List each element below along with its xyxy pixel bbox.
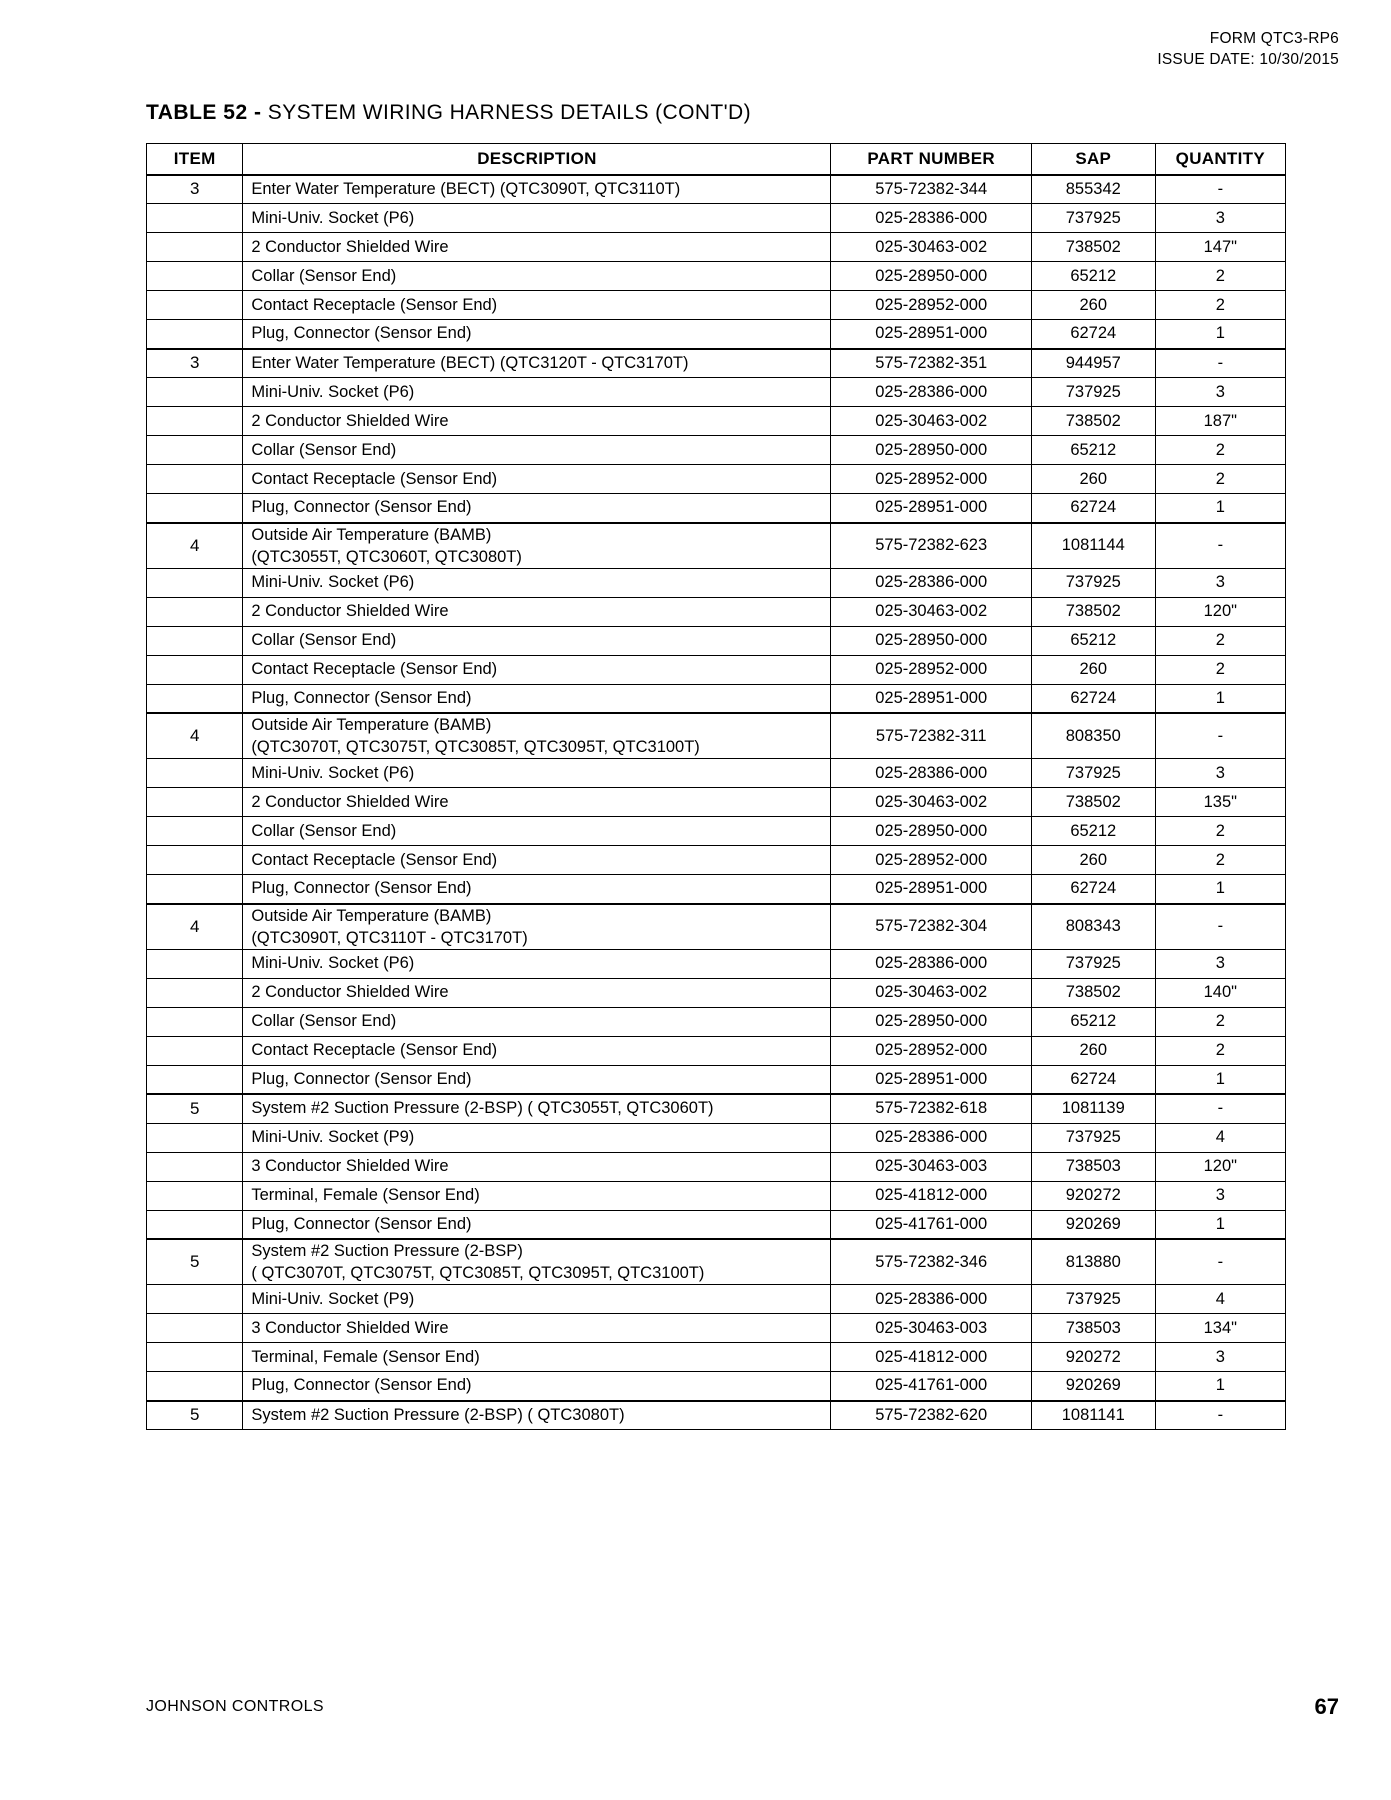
description-line-2: ( QTC3070T, QTC3075T, QTC3085T, QTC3095T, QTC3100T) <box>251 1264 705 1282</box>
cell-quantity: 187" <box>1155 407 1285 436</box>
cell-sap: 1081141 <box>1031 1401 1155 1430</box>
cell-description: Plug, Connector (Sensor End) <box>243 875 831 904</box>
cell-quantity: 2 <box>1155 436 1285 465</box>
cell-quantity: - <box>1155 1401 1285 1430</box>
cell-description: Mini-Univ. Socket (P6) <box>243 204 831 233</box>
cell-quantity: 2 <box>1155 846 1285 875</box>
cell-sap: 855342 <box>1031 175 1155 204</box>
table-row <box>147 597 1286 626</box>
cell-quantity: 2 <box>1155 291 1285 320</box>
table-row <box>147 1007 1286 1036</box>
cell-item <box>147 291 243 320</box>
cell-description: 3 Conductor Shielded Wire <box>243 1152 831 1181</box>
cell-item: 5 <box>147 1401 243 1430</box>
cell-description: 2 Conductor Shielded Wire <box>243 597 831 626</box>
cell-description: Contact Receptacle (Sensor End) <box>243 655 831 684</box>
cell-item <box>147 1123 243 1152</box>
cell-quantity: 3 <box>1155 378 1285 407</box>
cell-part-number: 025-28952-000 <box>831 291 1031 320</box>
cell-sap: 738502 <box>1031 407 1155 436</box>
cell-quantity: 1 <box>1155 1372 1285 1401</box>
issue-date: ISSUE DATE: 10/30/2015 <box>1157 51 1339 68</box>
cell-item <box>147 788 243 817</box>
cell-part-number: 025-28386-000 <box>831 378 1031 407</box>
cell-item: 4 <box>147 523 243 569</box>
column-header-description: DESCRIPTION <box>243 144 831 175</box>
cell-item <box>147 233 243 262</box>
cell-item <box>147 204 243 233</box>
cell-sap: 737925 <box>1031 759 1155 788</box>
cell-item <box>147 759 243 788</box>
cell-part-number: 025-30463-002 <box>831 407 1031 436</box>
cell-part-number: 025-28386-000 <box>831 204 1031 233</box>
cell-quantity: 1 <box>1155 320 1285 349</box>
cell-item <box>147 1065 243 1094</box>
table-row <box>147 1094 1286 1123</box>
cell-part-number: 025-30463-003 <box>831 1314 1031 1343</box>
cell-sap: 65212 <box>1031 262 1155 291</box>
cell-description: Plug, Connector (Sensor End) <box>243 494 831 523</box>
cell-item <box>147 378 243 407</box>
cell-sap: 737925 <box>1031 1123 1155 1152</box>
cell-part-number: 025-28951-000 <box>831 1065 1031 1094</box>
cell-item: 3 <box>147 349 243 378</box>
cell-sap: 62724 <box>1031 320 1155 349</box>
cell-description: 2 Conductor Shielded Wire <box>243 233 831 262</box>
description-line-2: (QTC3055T, QTC3060T, QTC3080T) <box>251 547 522 566</box>
cell-description: Mini-Univ. Socket (P9) <box>243 1123 831 1152</box>
cell-description: Plug, Connector (Sensor End) <box>243 1372 831 1401</box>
table-header-row <box>147 144 1286 175</box>
cell-item <box>147 875 243 904</box>
cell-part-number: 575-72382-623 <box>831 523 1031 569</box>
cell-description: Plug, Connector (Sensor End) <box>243 1065 831 1094</box>
cell-description: Mini-Univ. Socket (P6) <box>243 949 831 978</box>
cell-sap: 260 <box>1031 1036 1155 1065</box>
cell-quantity: 3 <box>1155 204 1285 233</box>
cell-part-number: 025-28952-000 <box>831 1036 1031 1065</box>
table-header <box>147 144 1286 175</box>
cell-part-number: 025-30463-002 <box>831 597 1031 626</box>
cell-sap: 1081139 <box>1031 1094 1155 1123</box>
cell-part-number: 025-30463-003 <box>831 1152 1031 1181</box>
cell-item <box>147 655 243 684</box>
cell-description: Contact Receptacle (Sensor End) <box>243 465 831 494</box>
cell-part-number: 575-72382-618 <box>831 1094 1031 1123</box>
table-row <box>147 1314 1286 1343</box>
cell-sap: 737925 <box>1031 1285 1155 1314</box>
cell-quantity: 2 <box>1155 817 1285 846</box>
cell-quantity: - <box>1155 175 1285 204</box>
cell-quantity: - <box>1155 904 1285 950</box>
cell-part-number: 575-72382-620 <box>831 1401 1031 1430</box>
cell-quantity: 1 <box>1155 1210 1285 1239</box>
cell-part-number: 025-30463-002 <box>831 978 1031 1007</box>
description-line-1: Outside Air Temperature (BAMB) <box>251 716 492 734</box>
table-row <box>147 875 1286 904</box>
cell-sap: 738502 <box>1031 597 1155 626</box>
cell-quantity: 1 <box>1155 684 1285 713</box>
cell-quantity: 4 <box>1155 1123 1285 1152</box>
cell-sap: 944957 <box>1031 349 1155 378</box>
cell-part-number: 025-28386-000 <box>831 1285 1031 1314</box>
cell-item <box>147 1210 243 1239</box>
cell-part-number: 025-28950-000 <box>831 436 1031 465</box>
cell-quantity: 120" <box>1155 597 1285 626</box>
cell-quantity: - <box>1155 713 1285 759</box>
cell-sap: 65212 <box>1031 817 1155 846</box>
cell-item <box>147 684 243 713</box>
table-row <box>147 759 1286 788</box>
table-row <box>147 684 1286 713</box>
cell-sap: 62724 <box>1031 494 1155 523</box>
table-row <box>147 436 1286 465</box>
table-row <box>147 523 1286 569</box>
cell-description: Mini-Univ. Socket (P9) <box>243 1285 831 1314</box>
table-row <box>147 1210 1286 1239</box>
cell-part-number: 025-28951-000 <box>831 875 1031 904</box>
cell-sap: 65212 <box>1031 626 1155 655</box>
cell-item <box>147 1372 243 1401</box>
description-line-2: (QTC3070T, QTC3075T, QTC3085T, QTC3095T, QTC3100T) <box>251 738 700 756</box>
table-row <box>147 1285 1286 1314</box>
cell-description: Mini-Univ. Socket (P6) <box>243 378 831 407</box>
cell-part-number: 025-30463-002 <box>831 233 1031 262</box>
cell-sap: 737925 <box>1031 949 1155 978</box>
cell-description: System #2 Suction Pressure (2-BSP) ( QTC3055T, QTC3060T) <box>243 1094 831 1123</box>
table-row <box>147 904 1286 950</box>
cell-sap: 738503 <box>1031 1314 1155 1343</box>
table-row <box>147 713 1286 759</box>
cell-description <box>243 904 831 950</box>
cell-part-number: 025-28386-000 <box>831 1123 1031 1152</box>
table-row <box>147 378 1286 407</box>
cell-quantity: 140" <box>1155 978 1285 1007</box>
column-header-part-number: PART NUMBER <box>831 144 1031 175</box>
table-number-label: TABLE 52 - <box>146 101 268 124</box>
cell-item <box>147 465 243 494</box>
table-row <box>147 655 1286 684</box>
cell-quantity: 4 <box>1155 1285 1285 1314</box>
cell-item: 5 <box>147 1239 243 1285</box>
table-row <box>147 349 1286 378</box>
table-row <box>147 407 1286 436</box>
cell-sap: 813880 <box>1031 1239 1155 1285</box>
cell-sap: 920272 <box>1031 1343 1155 1372</box>
cell-description: Plug, Connector (Sensor End) <box>243 320 831 349</box>
cell-item <box>147 494 243 523</box>
cell-description: Plug, Connector (Sensor End) <box>243 1210 831 1239</box>
form-number: FORM QTC3-RP6 <box>1209 30 1339 47</box>
cell-sap: 1081144 <box>1031 523 1155 569</box>
cell-part-number: 025-41761-000 <box>831 1210 1031 1239</box>
cell-sap: 920269 <box>1031 1210 1155 1239</box>
cell-quantity: 134" <box>1155 1314 1285 1343</box>
cell-quantity: 2 <box>1155 626 1285 655</box>
cell-description <box>243 1239 831 1285</box>
cell-sap: 808350 <box>1031 713 1155 759</box>
cell-description <box>243 713 831 759</box>
table-row <box>147 568 1286 597</box>
table-row <box>147 1036 1286 1065</box>
cell-item <box>147 1181 243 1210</box>
table-body <box>147 175 1286 1430</box>
cell-quantity: - <box>1155 1239 1285 1285</box>
table-row <box>147 1065 1286 1094</box>
table-row <box>147 978 1286 1007</box>
table-row <box>147 1152 1286 1181</box>
cell-sap: 62724 <box>1031 1065 1155 1094</box>
cell-item: 4 <box>147 713 243 759</box>
cell-item <box>147 978 243 1007</box>
cell-sap: 65212 <box>1031 436 1155 465</box>
cell-sap: 260 <box>1031 655 1155 684</box>
document-header <box>1157 28 1339 70</box>
table-row <box>147 846 1286 875</box>
cell-quantity: 147" <box>1155 233 1285 262</box>
cell-quantity: 2 <box>1155 655 1285 684</box>
description-line-1: System #2 Suction Pressure (2-BSP) <box>251 1242 523 1260</box>
cell-part-number: 025-41812-000 <box>831 1181 1031 1210</box>
cell-description: Plug, Connector (Sensor End) <box>243 684 831 713</box>
cell-item <box>147 262 243 291</box>
cell-quantity: 2 <box>1155 262 1285 291</box>
cell-item <box>147 320 243 349</box>
column-header-sap: SAP <box>1031 144 1155 175</box>
description-line-2: (QTC3090T, QTC3110T - QTC3170T) <box>251 928 528 947</box>
table-row <box>147 1401 1286 1430</box>
cell-sap: 920272 <box>1031 1181 1155 1210</box>
cell-description: Mini-Univ. Socket (P6) <box>243 568 831 597</box>
cell-description: Collar (Sensor End) <box>243 436 831 465</box>
cell-part-number: 025-28386-000 <box>831 568 1031 597</box>
cell-item: 4 <box>147 904 243 950</box>
cell-quantity: 135" <box>1155 788 1285 817</box>
cell-quantity: 2 <box>1155 1007 1285 1036</box>
cell-part-number: 025-28952-000 <box>831 846 1031 875</box>
cell-sap: 260 <box>1031 291 1155 320</box>
cell-quantity: 3 <box>1155 759 1285 788</box>
cell-item <box>147 1343 243 1372</box>
cell-sap: 808343 <box>1031 904 1155 950</box>
cell-sap: 737925 <box>1031 204 1155 233</box>
cell-quantity: 3 <box>1155 949 1285 978</box>
cell-sap: 738502 <box>1031 788 1155 817</box>
table-row <box>147 626 1286 655</box>
table-row <box>147 175 1286 204</box>
cell-item <box>147 1036 243 1065</box>
column-header-quantity: QUANTITY <box>1155 144 1285 175</box>
table-row <box>147 817 1286 846</box>
cell-description: Contact Receptacle (Sensor End) <box>243 291 831 320</box>
cell-item <box>147 1152 243 1181</box>
cell-description: 2 Conductor Shielded Wire <box>243 407 831 436</box>
cell-description <box>243 523 831 569</box>
cell-quantity: 3 <box>1155 1343 1285 1372</box>
table-row <box>147 1239 1286 1285</box>
table-row <box>147 291 1286 320</box>
cell-item: 5 <box>147 1094 243 1123</box>
cell-item <box>147 597 243 626</box>
cell-description: 2 Conductor Shielded Wire <box>243 788 831 817</box>
cell-quantity: 3 <box>1155 568 1285 597</box>
cell-quantity: 1 <box>1155 494 1285 523</box>
cell-item <box>147 817 243 846</box>
cell-part-number: 025-28950-000 <box>831 262 1031 291</box>
cell-sap: 738502 <box>1031 233 1155 262</box>
table-row <box>147 262 1286 291</box>
cell-part-number: 025-28950-000 <box>831 817 1031 846</box>
cell-part-number: 025-41761-000 <box>831 1372 1031 1401</box>
cell-quantity: 2 <box>1155 1036 1285 1065</box>
cell-quantity: 2 <box>1155 465 1285 494</box>
cell-description: Collar (Sensor End) <box>243 817 831 846</box>
cell-description: Terminal, Female (Sensor End) <box>243 1181 831 1210</box>
cell-item <box>147 407 243 436</box>
cell-quantity: - <box>1155 523 1285 569</box>
description-line-1: Outside Air Temperature (BAMB) <box>251 906 492 925</box>
table-row <box>147 204 1286 233</box>
table-row <box>147 1372 1286 1401</box>
cell-sap: 920269 <box>1031 1372 1155 1401</box>
table-row <box>147 233 1286 262</box>
cell-part-number: 025-28386-000 <box>831 759 1031 788</box>
cell-part-number: 025-28951-000 <box>831 320 1031 349</box>
cell-description: Mini-Univ. Socket (P6) <box>243 759 831 788</box>
cell-part-number: 575-72382-346 <box>831 1239 1031 1285</box>
cell-sap: 62724 <box>1031 875 1155 904</box>
cell-sap: 62724 <box>1031 684 1155 713</box>
cell-description: Enter Water Temperature (BECT) (QTC3090T, QTC3110T) <box>243 175 831 204</box>
cell-description: Collar (Sensor End) <box>243 262 831 291</box>
footer-page-number: 67 <box>1314 1694 1339 1719</box>
cell-sap: 738502 <box>1031 978 1155 1007</box>
cell-item: 3 <box>147 175 243 204</box>
cell-part-number: 575-72382-351 <box>831 349 1031 378</box>
cell-part-number: 025-30463-002 <box>831 788 1031 817</box>
cell-quantity: 120" <box>1155 1152 1285 1181</box>
cell-sap: 260 <box>1031 846 1155 875</box>
cell-description: Contact Receptacle (Sensor End) <box>243 1036 831 1065</box>
table-row <box>147 320 1286 349</box>
cell-part-number: 025-28952-000 <box>831 655 1031 684</box>
table-row <box>147 494 1286 523</box>
cell-item <box>147 1007 243 1036</box>
cell-description: Collar (Sensor End) <box>243 1007 831 1036</box>
cell-part-number: 575-72382-344 <box>831 175 1031 204</box>
cell-description: Contact Receptacle (Sensor End) <box>243 846 831 875</box>
cell-sap: 738503 <box>1031 1152 1155 1181</box>
cell-sap: 260 <box>1031 465 1155 494</box>
cell-item <box>147 626 243 655</box>
cell-sap: 65212 <box>1031 1007 1155 1036</box>
cell-quantity: 3 <box>1155 1181 1285 1210</box>
cell-item <box>147 1285 243 1314</box>
cell-quantity: 1 <box>1155 875 1285 904</box>
parts-table <box>146 143 1286 1430</box>
table-row <box>147 465 1286 494</box>
table-row <box>147 1181 1286 1210</box>
column-header-item: ITEM <box>147 144 243 175</box>
cell-description: 3 Conductor Shielded Wire <box>243 1314 831 1343</box>
cell-quantity: - <box>1155 349 1285 378</box>
cell-item <box>147 1314 243 1343</box>
table-row <box>147 1343 1286 1372</box>
table-row <box>147 1123 1286 1152</box>
table-row <box>147 788 1286 817</box>
cell-part-number: 575-72382-311 <box>831 713 1031 759</box>
description-line-1: Outside Air Temperature (BAMB) <box>251 525 492 544</box>
cell-description: System #2 Suction Pressure (2-BSP) ( QTC3080T) <box>243 1401 831 1430</box>
cell-part-number: 025-28386-000 <box>831 949 1031 978</box>
table-title-label: SYSTEM WIRING HARNESS DETAILS (CONT'D) <box>267 101 751 124</box>
cell-part-number: 025-28952-000 <box>831 465 1031 494</box>
cell-description: 2 Conductor Shielded Wire <box>243 978 831 1007</box>
cell-quantity: - <box>1155 1094 1285 1123</box>
parts-table-container <box>146 143 1286 1430</box>
page-title <box>146 100 751 126</box>
cell-part-number: 025-28950-000 <box>831 1007 1031 1036</box>
cell-sap: 737925 <box>1031 568 1155 597</box>
cell-part-number: 025-28950-000 <box>831 626 1031 655</box>
cell-description: Terminal, Female (Sensor End) <box>243 1343 831 1372</box>
cell-item <box>147 436 243 465</box>
cell-part-number: 575-72382-304 <box>831 904 1031 950</box>
cell-item <box>147 568 243 597</box>
cell-description: Enter Water Temperature (BECT) (QTC3120T - QTC3170T) <box>243 349 831 378</box>
cell-item <box>147 846 243 875</box>
cell-part-number: 025-28951-000 <box>831 494 1031 523</box>
table-row <box>147 949 1286 978</box>
cell-part-number: 025-41812-000 <box>831 1343 1031 1372</box>
cell-quantity: 1 <box>1155 1065 1285 1094</box>
cell-sap: 737925 <box>1031 378 1155 407</box>
cell-item <box>147 949 243 978</box>
footer-company: JOHNSON CONTROLS <box>146 1698 324 1715</box>
cell-part-number: 025-28951-000 <box>831 684 1031 713</box>
cell-description: Collar (Sensor End) <box>243 626 831 655</box>
